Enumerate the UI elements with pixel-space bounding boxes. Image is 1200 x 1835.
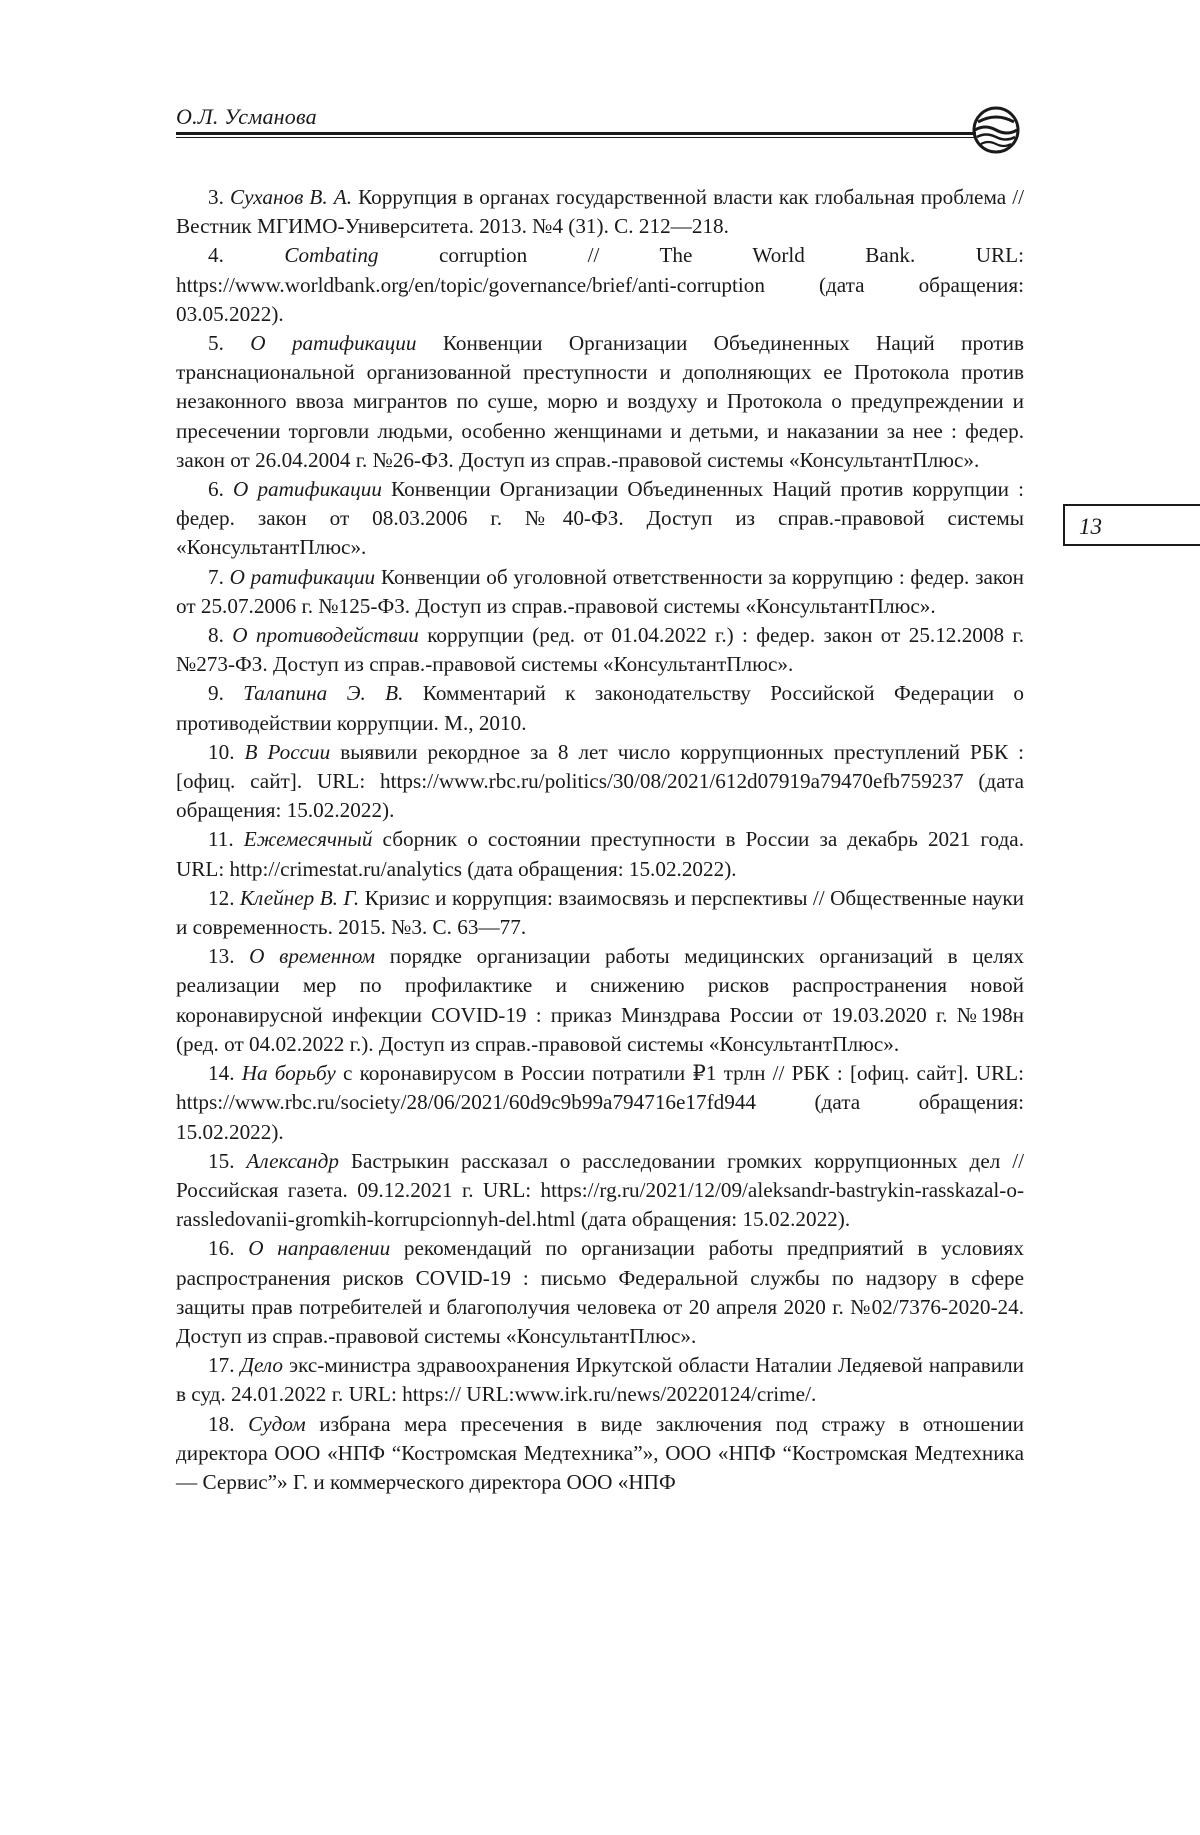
reference-number: 15. <box>208 1148 235 1173</box>
reference-text: порядке организации работы медицинских организаций в целях реализации мер по профилактике и снижению рисков распространения новой коронавирусной инфекции COVID-19 : приказ Минздрава России от 19.03.2020 г. №198н (ред. от 04.02.2022 г.). Доступ из справ.-правовой системы «КонсультантПлюс». <box>176 944 1025 1056</box>
reference-item <box>176 241 1024 329</box>
reference-lead: О ратификации <box>229 564 376 589</box>
reference-number: 8. <box>208 623 224 648</box>
reference-lead: На борьбу <box>241 1061 336 1086</box>
reference-number: 4. <box>208 243 224 268</box>
reference-item <box>176 738 1024 826</box>
reference-text: рекомендаций по организации работы предприятий в условиях распространения рисков COVID-19 : письмо Федеральной службы по надзору в сфере защиты прав потребителей и благополучия человека от 20 апреля 2020 г. №02/7376-2020-24. Доступ из справ.-правовой системы «КонсультантПлюс». <box>176 1236 1024 1348</box>
reference-number: 9. <box>208 681 224 706</box>
reference-text: Кризис и коррупция: взаимосвязь и перспективы // Общественные науки и современность. 2015. №3. С. 63—77. <box>176 885 1024 940</box>
reference-number: 5. <box>208 331 224 356</box>
reference-text: Комментарий к законодательству Российской Федерации о противодействии коррупции. М., 2010. <box>176 681 1025 735</box>
reference-item <box>176 825 1024 883</box>
reference-item <box>176 329 1024 475</box>
reference-item <box>176 1147 1024 1235</box>
reference-lead: О направлении <box>248 1236 391 1261</box>
reference-lead: В России <box>244 739 331 764</box>
reference-item <box>176 563 1024 621</box>
reference-text: Коррупция в органах государственной власти как глобальная проблема // Вестник МГИМО-Университета. 2013. №4 (31). С. 212—218. <box>176 185 1024 239</box>
reference-number: 14. <box>208 1061 235 1086</box>
reference-text: Бастрыкин рассказал о расследовании громких коррупционных дел // Российская газета. 09.12.2021 г. URL: https://rg.ru/2021/12/09/aleksandr-bastrykin-rasskazal-o-rassledovanii-gromkih-korrupcionnyh-del.html (дата обращения: 15.02.2022). <box>176 1148 1025 1232</box>
reference-item <box>176 475 1024 563</box>
reference-lead: Combating <box>284 243 379 268</box>
reference-item <box>176 884 1024 942</box>
reference-number: 6. <box>208 477 224 502</box>
reference-text: выявили рекордное за 8 лет число коррупционных преступлений РБК : [офиц. сайт]. URL: https://www.rbc.ru/politics/30/08/2021/612d07919a79470efb759237 (дата обращения: 15.02.2022). <box>176 739 1024 823</box>
reference-text: corruption // The World Bank. URL: https://www.worldbank.org/en/topic/governance/brief/anti-corruption (дата обращения: 03.05.2022). <box>176 243 1025 326</box>
author-name: О.Л. Усманова <box>176 104 317 129</box>
reference-item <box>176 1059 1024 1147</box>
reference-text: экс-министра здравоохранения Иркутской области Наталии Ледяевой направили в суд. 24.01.2022 г. URL: https:// URL:www.irk.ru/news/20220124/crime/. <box>176 1353 1024 1407</box>
reference-lead: Талапина Э. В. <box>243 681 404 706</box>
reference-number: 7. <box>208 564 224 589</box>
reference-text: коррупции (ред. от 01.04.2022 г.) : федер. закон от 25.12.2008 г. №273-ФЗ. Доступ из справ.-правовой системы «КонсультантПлюс». <box>176 623 1025 677</box>
reference-item <box>176 1234 1024 1351</box>
reference-lead: Судом <box>248 1411 306 1436</box>
reference-number: 16. <box>208 1236 235 1261</box>
reference-text: избрана мера пресечения в виде заключения под стражу в отношении директора ООО «НПФ “Костромская Медтехника”», ООО «НПФ “Костромская Медтехника — Сервис”» Г. и коммерческого директора ООО «НПФ <box>176 1411 1025 1494</box>
reference-lead: О временном <box>249 944 376 969</box>
reference-number: 13. <box>208 944 235 969</box>
reference-item <box>176 621 1024 679</box>
reference-item <box>176 1410 1024 1498</box>
reference-item <box>176 1351 1024 1409</box>
wave-globe-logo-icon <box>968 104 1024 156</box>
reference-list <box>176 183 1024 1497</box>
reference-text: Конвенции Организации Объединенных Наций против транснациональной организованной преступности и дополняющих ее Протокола против незаконного ввоза мигрантов по суше, морю и воздуху и Протокола о предупреждении и пресечении торговли людьми, особенно женщинами и детьми, и наказании за нее : федер. закон от 26.04.2004 г. №26-ФЗ. Доступ из справ.-правовой системы «КонсультантПлюс». <box>176 331 1024 472</box>
page-number: 13 <box>1079 514 1102 539</box>
reference-lead: Клейнер В. Г. <box>239 885 360 910</box>
reference-item <box>176 679 1024 737</box>
reference-lead: О ратификации <box>233 477 382 502</box>
reference-number: 17. <box>208 1353 235 1378</box>
reference-lead: О противодействии <box>232 623 419 648</box>
reference-text: Конвенции об уголовной ответственности за коррупцию : федер. закон от 25.07.2006 г. №125-ФЗ. Доступ из справ.-правовой системы «КонсультантПлюс». <box>176 564 1025 618</box>
page-number-tab <box>1063 504 1200 546</box>
header-rule-thin <box>176 137 976 138</box>
running-header <box>176 100 1024 160</box>
reference-lead: О ратификации <box>250 331 417 356</box>
reference-lead: Ежемесячный <box>243 827 373 852</box>
reference-text: с коронавирусом в России потратили ₽1 трлн // РБК : [офиц. сайт]. URL: https://www.rbc.ru/society/28/06/2021/60d9c9b99a794716e17fd944 (дата обращения: 15.02.2022). <box>176 1061 1024 1144</box>
reference-text: сборник о состоянии преступности в России за декабрь 2021 года. URL: http://crimestat.ru/analytics (дата обращения: 15.02.2022). <box>176 827 1025 881</box>
reference-number: 3. <box>208 185 224 209</box>
reference-number: 11. <box>208 827 234 852</box>
header-rule-thick <box>176 132 976 135</box>
reference-text: Конвенции Организации Объединенных Наций против коррупции : федер. закон от 08.03.2006 г. №40-ФЗ. Доступ из справ.-правовой системы «КонсультантПлюс». <box>176 477 1024 560</box>
reference-item <box>176 942 1024 1059</box>
reference-number: 12. <box>208 885 235 910</box>
reference-lead: Дело <box>240 1353 283 1378</box>
reference-number: 10. <box>208 739 235 764</box>
reference-lead: Александр <box>246 1148 339 1173</box>
reference-number: 18. <box>208 1411 235 1436</box>
reference-item <box>176 183 1024 241</box>
reference-lead: Суханов В. А. <box>230 185 352 209</box>
